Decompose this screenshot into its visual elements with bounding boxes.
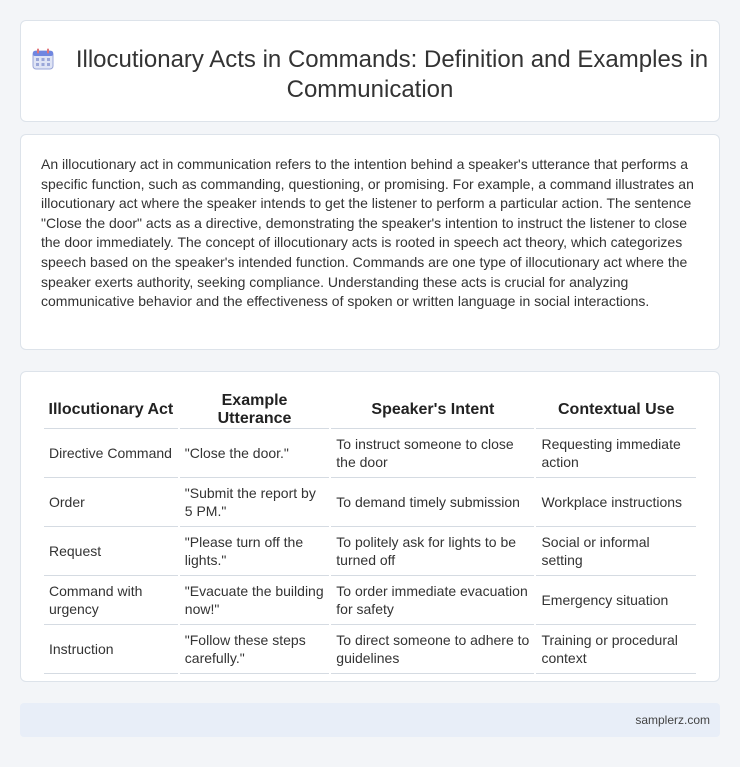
page-title-wrap: [21, 45, 719, 105]
table-header-row: [44, 392, 696, 429]
table-cell: Emergency situation: [536, 576, 696, 625]
table-cell: Social or informal setting: [536, 527, 696, 576]
column-header: Speaker's Intent: [331, 392, 534, 429]
table-cell: "Close the door.": [180, 429, 330, 478]
calendar-icon: [32, 48, 54, 70]
table-row: [44, 478, 696, 527]
table-cell: To demand timely submission: [331, 478, 534, 527]
column-header: Contextual Use: [536, 392, 696, 429]
table-cell: "Evacuate the building now!": [180, 576, 330, 625]
page-title: Illocutionary Acts in Commands: Definition and Examples in Communication: [75, 46, 709, 103]
table-cell: Training or procedural context: [536, 625, 696, 674]
table-row: [44, 527, 696, 576]
illocutionary-acts-table: [42, 392, 698, 674]
intro-card: [20, 134, 720, 350]
table-cell: Directive Command: [44, 429, 178, 478]
column-header: Example Utterance: [180, 392, 330, 429]
column-header: Illocutionary Act: [44, 392, 178, 429]
table-cell: Requesting immediate action: [536, 429, 696, 478]
table-cell: Workplace instructions: [536, 478, 696, 527]
table-cell: To direct someone to adhere to guidelines: [331, 625, 534, 674]
table-cell: To instruct someone to close the door: [331, 429, 534, 478]
table-cell: Request: [44, 527, 178, 576]
table-row: [44, 429, 696, 478]
table-cell: To politely ask for lights to be turned off: [331, 527, 534, 576]
table-row: [44, 625, 696, 674]
table-cell: "Please turn off the lights.": [180, 527, 330, 576]
intro-paragraph: An illocutionary act in communication refers to the intention behind a speaker's utterance that performs a specific function, such as commanding, questioning, or promising. For example, a command illustrates an illocutionary act where the speaker intends to get the listener to perform a particular action. The sentence "Close the door" acts as a directive, demonstrating the speaker's intention to instruct the listener to close the door immediately. The concept of illocutionary acts is rooted in speech act theory, which categorizes speech based on the speaker's intended function. Commands are one type of illocutionary act where the speaker exerts authority, seeking compliance. Understanding these acts is crucial for analyzing communicative behavior and the effectiveness of spoken or written language in social interactions.: [41, 156, 694, 310]
table-cell: Instruction: [44, 625, 178, 674]
table-cell: "Follow these steps carefully.": [180, 625, 330, 674]
table-cell: Command with urgency: [44, 576, 178, 625]
footer: [20, 703, 720, 737]
table-card: [20, 371, 720, 682]
table-cell: Order: [44, 478, 178, 527]
table-cell: To order immediate evacuation for safety: [331, 576, 534, 625]
title-card: [20, 20, 720, 122]
table-cell: "Submit the report by 5 PM.": [180, 478, 330, 527]
footer-site-link[interactable]: samplerz.com: [635, 713, 710, 727]
table-row: [44, 576, 696, 625]
